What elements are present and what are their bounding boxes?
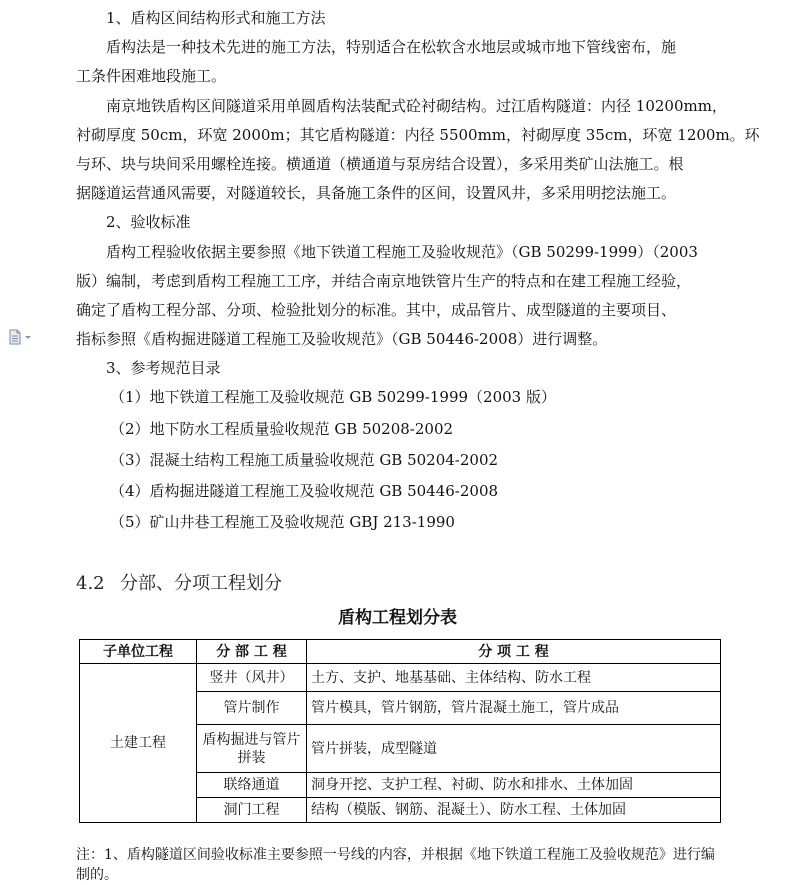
section-number: 4.2 — [76, 573, 105, 594]
cell-unit: 土建工程 — [80, 664, 197, 823]
paragraph-line: 指标参照《盾构掘进隧道工程施工及验收规范》（GB 50446-2008）进行调整。 — [76, 330, 608, 348]
cell-part: 联络通道 — [197, 773, 307, 798]
paragraph-line: 盾构工程验收依据主要参照《地下铁道工程施工及验收规范》（GB 50299-1999）（2003 — [106, 243, 698, 261]
cell-items: 管片拼装，成型隧道 — [307, 725, 721, 773]
reference-item: （5）矿山井巷工程施工及验收规范 GBJ 213-1990 — [110, 513, 455, 531]
cell-items: 土方、支护、地基基础、主体结构、防水工程 — [307, 664, 721, 692]
table-title: 盾构工程划分表 — [338, 608, 457, 628]
paragraph-line: 版）编制，考虑到盾构工程施工工序，并结合南京地铁管片生产的特点和在建工程施工经验， — [76, 272, 692, 290]
cell-items: 洞身开挖、支护工程、衬砌、防水和排水、土体加固 — [307, 773, 721, 798]
paragraph-line: 盾构法是一种技术先进的施工方法，特别适合在松软含水地层或城市地下管线密布，施 — [106, 38, 677, 56]
reference-item: （4）盾构掘进隧道工程施工及验收规范 GB 50446-2008 — [110, 482, 499, 500]
reference-item: （1）地下铁道工程施工及验收规范 GB 50299-1999（2003 版） — [110, 388, 556, 406]
reference-item: （2）地下防水工程质量验收规范 GB 50208-2002 — [110, 420, 454, 438]
cell-items: 管片模具，管片钢筋，管片混凝土施工，管片成品 — [307, 692, 721, 725]
paragraph-line: 确定了盾构工程分部、分项、检验批划分的标准。其中，成品管片、成型隧道的主要项目、 — [76, 301, 677, 319]
cell-part: 盾构掘进与管片拼装 — [197, 725, 307, 773]
paragraph-line: 南京地铁盾构区间隧道采用单圆盾构法装配式砼衬砌结构。过江盾构隧道：内径 10200mm， — [106, 97, 727, 115]
header-items: 分 项 工 程 — [307, 640, 721, 664]
table-note: 注：1、盾构隧道区间验收标准主要参照一号线的内容，并根据《地下铁道工程施工及验收规范》进行编 — [76, 847, 715, 863]
heading-1: 1、盾构区间结构形式和施工方法 — [106, 9, 326, 27]
section-heading — [76, 572, 282, 596]
heading-2: 2、验收标准 — [106, 213, 191, 231]
heading-3: 3、参考规范目录 — [106, 359, 221, 377]
paragraph-line: 衬砌厚度 50cm，环宽 2000m；其它盾构隧道：内径 5500mm，衬砌厚度 35cm，环宽 1200m。环 — [76, 126, 760, 144]
table-row — [80, 664, 721, 692]
division-table — [79, 639, 721, 823]
cell-part: 竖井（风井） — [197, 664, 307, 692]
paragraph-line: 据隧道运营通风需要，对隧道较长，具备施工条件的区间，设置风井，多采用明挖法施工。 — [76, 184, 677, 202]
paragraph-line: 与环、块与块间采用螺栓连接。横通道（横通道与泵房结合设置），多采用类矿山法施工。根 — [76, 155, 684, 173]
header-unit: 子单位工程 — [80, 640, 197, 664]
cell-part: 管片制作 — [197, 692, 307, 725]
table-note: 制的。 — [76, 867, 118, 883]
paragraph-line: 工条件困难地段施工。 — [76, 67, 227, 85]
document-icon[interactable] — [7, 329, 35, 345]
cell-part: 洞门工程 — [197, 798, 307, 823]
section-title: 分部、分项工程划分 — [120, 573, 282, 594]
reference-item: （3）混凝土结构工程施工质量验收规范 GB 50204-2002 — [110, 451, 499, 469]
header-part: 分 部 工 程 — [197, 640, 307, 664]
cell-items: 结构（模版、钢筋、混凝土）、防水工程、土体加固 — [307, 798, 721, 823]
